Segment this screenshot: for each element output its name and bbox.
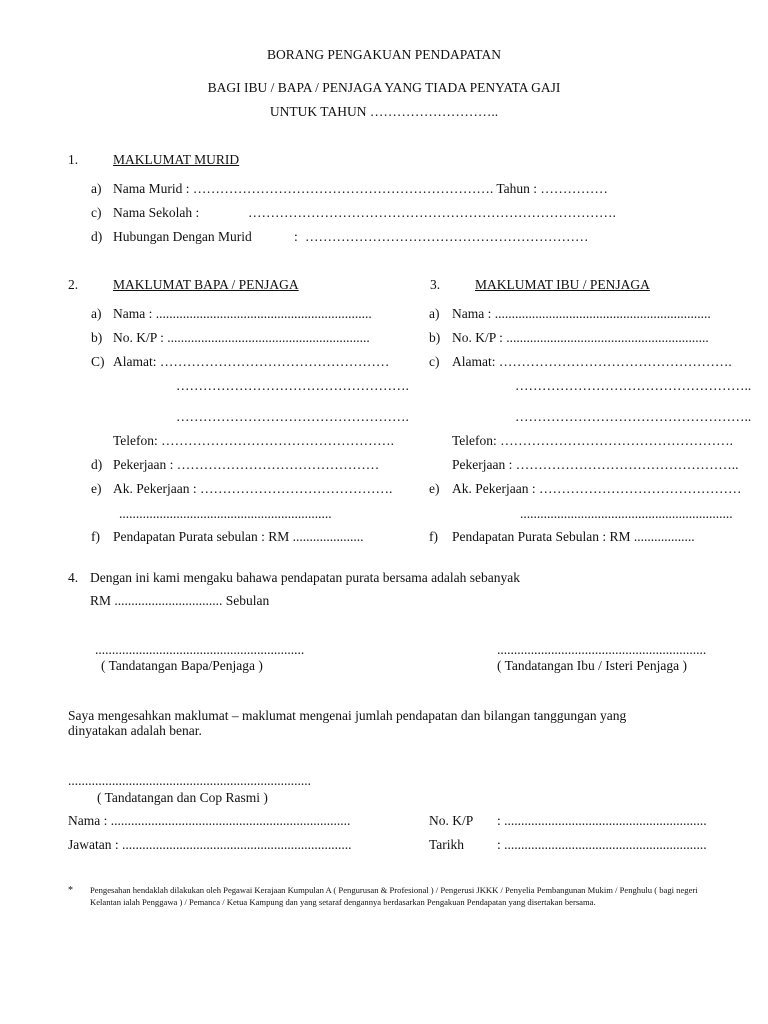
official-position-field[interactable]: Jawatan : ....................................................................	[68, 837, 352, 852]
father-occupation-field[interactable]: Pekerjaan : ………………………………………	[113, 457, 380, 472]
mother-income-field[interactable]: Pendapatan Purata Sebulan : RM ..................	[452, 529, 695, 544]
relationship-label: Hubungan Dengan Murid	[113, 229, 252, 244]
father-address-line-2[interactable]: …………………………………………….	[176, 378, 409, 393]
section-1-title: MAKLUMAT MURID	[113, 152, 240, 167]
official-date-label: Tarikh	[429, 837, 465, 852]
official-signature-label: ( Tandatangan dan Cop Rasmi )	[97, 790, 268, 805]
mother-signature-label: ( Tandatangan Ibu / Isteri Penjaga )	[497, 658, 687, 673]
footnote-asterisk: *	[68, 885, 73, 896]
combined-income-field[interactable]: RM ................................ Sebulan	[90, 593, 270, 608]
official-ic-field[interactable]: : ............................................................	[497, 813, 707, 828]
mother-ic-field[interactable]: No. K/P : ............................................................	[452, 330, 709, 345]
certification-text-2: dinyatakan adalah benar.	[68, 723, 202, 738]
father-row-mark: e)	[91, 481, 102, 496]
father-address-line-3[interactable]: …………………………………………….	[176, 409, 409, 424]
mother-address-field[interactable]: Alamat: …………………………………………….	[452, 354, 732, 369]
certification-text: Saya mengesahkan maklumat – maklumat mengenai jumlah pendapatan dan bilangan tanggungan yang	[68, 708, 627, 723]
mother-phone-field[interactable]: Telefon: …………………………………………….	[452, 433, 734, 448]
section-4-number: 4.	[68, 570, 79, 585]
mother-row-mark: c)	[429, 354, 440, 369]
school-name-field[interactable]: ……………………………………………………………………….	[248, 205, 616, 220]
father-row-mark: d)	[91, 457, 103, 472]
declaration-text: Dengan ini kami mengaku bahawa pendapatan purata bersama adalah sebanyak	[90, 570, 520, 585]
mother-signature-line[interactable]: ..............................................................	[497, 642, 707, 657]
section-1-row-mark: d)	[91, 229, 103, 244]
mother-name-field[interactable]: Nama : ................................................................	[452, 306, 711, 321]
section-3-title: MAKLUMAT IBU / PENJAGA	[475, 277, 650, 292]
mother-address-line-2[interactable]: ……………………………………………..	[515, 378, 752, 393]
father-signature-line[interactable]: ..............................................................	[95, 642, 305, 657]
official-ic-label: No. K/P	[429, 813, 474, 828]
father-phone-field[interactable]: Telefon: …………………………………………….	[113, 433, 395, 448]
student-name-field[interactable]: Nama Murid : …………………………………………………………. Tahun : ……………	[113, 181, 608, 196]
section-1-row-mark: c)	[91, 205, 102, 220]
relationship-field[interactable]: ………………………………………………………	[305, 229, 589, 244]
section-1-number: 1.	[68, 152, 79, 167]
relationship-colon: :	[294, 229, 298, 244]
section-1-row-mark: a)	[91, 181, 102, 196]
section-2-number: 2.	[68, 277, 79, 292]
form-year: UNTUK TAHUN ………………………..	[269, 104, 499, 119]
mother-row-mark: e)	[429, 481, 440, 496]
father-employer-address-field[interactable]: Ak. Pekerjaan : …………………………………….	[113, 481, 393, 496]
father-employer-address-line-2[interactable]: ...............................................................	[119, 506, 332, 521]
mother-row-mark: f)	[429, 529, 438, 544]
section-2-title: MAKLUMAT BAPA / PENJAGA	[113, 277, 299, 292]
section-3-number: 3.	[430, 277, 441, 292]
father-row-mark: f)	[91, 529, 100, 544]
mother-occupation-field[interactable]: Pekerjaan : …………………………………………..	[452, 457, 739, 472]
mother-row-mark: b)	[429, 330, 441, 345]
father-row-mark: b)	[91, 330, 103, 345]
father-signature-label: ( Tandatangan Bapa/Penjaga )	[101, 658, 263, 673]
school-name-label: Nama Sekolah :	[113, 205, 200, 220]
official-name-field[interactable]: Nama : .......................................................................	[68, 813, 351, 828]
mother-employer-address-line-2[interactable]: ...............................................................	[520, 506, 733, 521]
official-date-field[interactable]: : ............................................................	[497, 837, 707, 852]
footnote-text: Pengesahan hendaklah dilakukan oleh Pegawai Kerajaan Kumpulan A ( Pengurusan & Profesional ) / Pengerusi JKKK / Penyelia Pembangunan Mukim / Penghulu ( bagi negeri Kelantan ialah Penggawa ) / Pemanca / Ketua Kampung dan yang setaraf dengannya berdasarkan Pengakuan Pendapatan yang disertakan bersama.	[90, 885, 698, 907]
father-income-field[interactable]: Pendapatan Purata sebulan : RM .....................	[113, 529, 364, 544]
father-row-mark: C)	[91, 354, 105, 369]
father-row-mark: a)	[91, 306, 102, 321]
father-ic-field[interactable]: No. K/P : ............................................................	[113, 330, 370, 345]
mother-address-line-3[interactable]: ……………………………………………..	[515, 409, 752, 424]
form-subtitle: BAGI IBU / BAPA / PENJAGA YANG TIADA PENYATA GAJI	[207, 80, 561, 95]
form-title: BORANG PENGAKUAN PENDAPATAN	[267, 47, 501, 62]
mother-row-mark: a)	[429, 306, 440, 321]
father-address-field[interactable]: Alamat: ……………………………………………	[113, 354, 390, 369]
official-signature-line[interactable]: ........................................................................	[68, 773, 311, 788]
mother-employer-address-field[interactable]: Ak. Pekerjaan : ………………………………………	[452, 481, 742, 496]
father-name-field[interactable]: Nama : ................................................................	[113, 306, 372, 321]
